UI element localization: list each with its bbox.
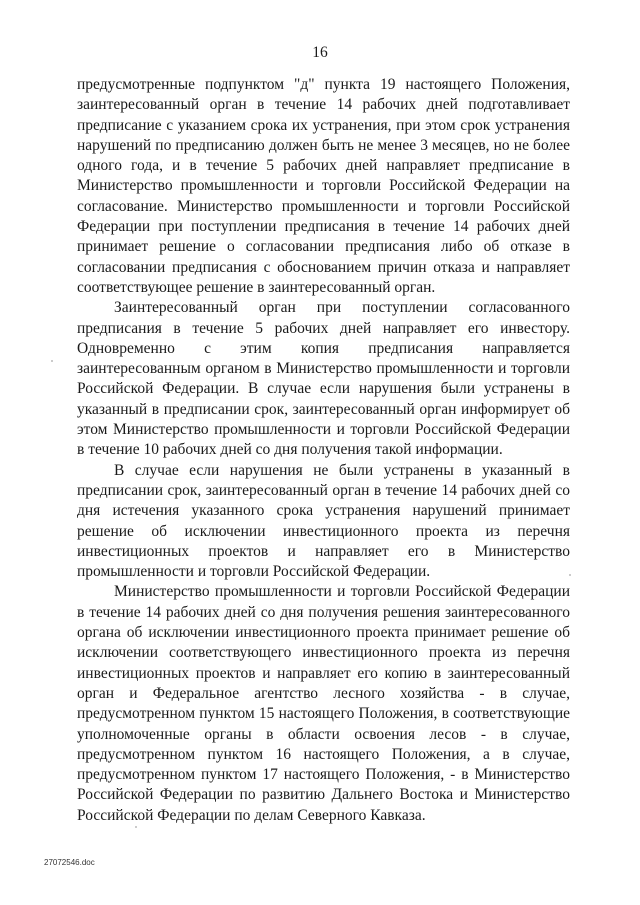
scan-speck bbox=[569, 574, 571, 576]
scan-speck bbox=[135, 826, 137, 828]
paragraph-3: В случае если нарушения не были устранены в указанный в предписании срок, заинтересованный орган в течение 14 рабочих дней со дня истечения указанного срока устранения нарушений принимает решение об исключении инвестиционного проекта из перечня инвестиционных проектов и направляет его в Министерство промышленности и торговли Российской Федерации. bbox=[77, 461, 570, 581]
file-name-footer: 27072546.doc bbox=[44, 858, 95, 867]
scan-speck bbox=[51, 360, 53, 362]
paragraph-4: Министерство промышленности и торговли Российской Федерации в течение 14 рабочих дней со дня получения решения заинтересованного органа об исключении инвестиционного проекта принимает решение об исключении соответствующего инвестиционного проекта из перечня инвестиционных проектов и направляет его копию в заинтересованный орган и Федеральное агентство лесного хозяйства - в случае, предусмотренном пунктом 15 настоящего Положения, в соответствующие уполномоченные органы в области освоения лесов - в случае, предусмотренном пунктом 16 настоящего Положения, а в случае, предусмотренном пунктом 17 настоящего Положения, - в Министерство Российской Федерации по развитию Дальнего Востока и Министерство Российской Федерации по делам Северного Кавказа. bbox=[77, 583, 570, 824]
document-body bbox=[77, 75, 570, 826]
page-number: 16 bbox=[312, 44, 328, 61]
paragraph-1: предусмотренные подпунктом "д" пункта 19 настоящего Положения, заинтересованный орган в течение 14 рабочих дней подготавливает предписание с указанием срока их устранения, при этом срок устранения нарушений по предписанию должен быть не менее 3 месяцев, но не более одного года, и в течение 5 рабочих дней направляет предписание в Министерство промышленности и торговли Российской Федерации на согласование. Министерство промышленности и торговли Российской Федерации при поступлении предписания в течение 14 рабочих дней принимает решение о согласовании предписания либо об отказе в согласовании предписания с обоснованием причин отказа и направляет соответствующее решение в заинтересованный орган. bbox=[77, 76, 570, 296]
paragraph-2: Заинтересованный орган при поступлении согласованного предписания в течение 5 рабочих дней направляет его инвестору. Одновременно с этим копия предписания направляется заинтересованным органом в Министерство промышленности и торговли Российской Федерации. В случае если нарушения были устранены в указанный в предписании срок, заинтересованный орган информирует об этом Министерство промышленности и торговли Российской Федерации в течение 10 рабочих дней со дня получения такой информации. bbox=[77, 299, 570, 459]
